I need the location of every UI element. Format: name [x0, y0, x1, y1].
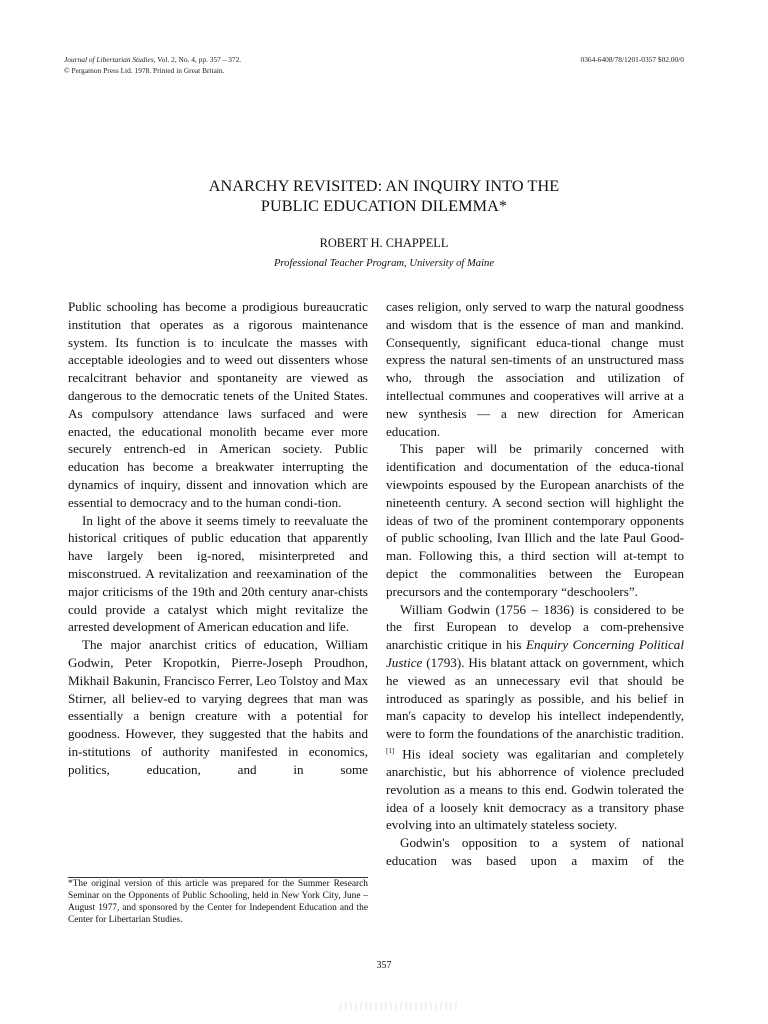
journal-name: Journal of Libertarian Studies, [64, 55, 156, 64]
article-title [0, 176, 768, 216]
paragraph: In light of the above it seems timely to reevaluate the historical critiques of public education that apparently have largely been ig-nored, misinterpreted and misconstrued. A revitalization and reexamination of the major criticisms of the 19th and 20th century anar-chists could provide a catalyst which might revitalize the arrested development of American education and life. [68, 512, 368, 635]
footnote: *The original version of this article was prepared for the Summer Research Seminar on the Opponents of Public Schooling, held in New York City, June – August 1977, and sponsored by the Center for Independent Education and the Center for Libertarian Studies. [68, 879, 368, 925]
left-column [68, 298, 368, 779]
right-column [386, 298, 684, 870]
paragraph-text: William Godwin (1756 – 1836) is considered to be the first European to develop a com-prehensive anarchistic critique in his [386, 601, 684, 653]
paragraph: cases religion, only served to warp the natural goodness and wisdom that is the essence of man and mankind. Consequently, significant educa-tional change must express the natural sen-timents of an unstructured mass who, through the association and utilization of intellectual communes and cooperatives will arrive at a new synthesis — a new direction for American education. [386, 299, 684, 439]
paragraph-text: His ideal society was egalitarian and completely anarchistic, but his abhorrence of violence precluded revolution as a means to this end. Godwin tolerated the idea of a loosely knit democracy as a transitory phase evolving into an ultimately stateless society. [386, 746, 684, 833]
paragraph-text: (1793). His blatant attack on government, which he viewed as an unnecessary evil that should be introduced as sparingly as possible, and his belief in man's capacity to develop his intellect independently, were to form the foundations of the anarchistic tradition. [386, 654, 684, 742]
copyright-line: © Pergamon Press Ltd. 1978. Printed in Great Britain. [64, 65, 225, 75]
page-number: 357 [376, 960, 392, 971]
journal-citation-line [64, 55, 241, 66]
scan-artifact [340, 1002, 460, 1010]
reference-marker: [1] [386, 746, 395, 755]
paragraph: Godwin's opposition to a system of national education was based upon a maxim of the [386, 835, 684, 869]
paragraph: Public schooling has become a prodigious bureaucratic institution that operates as a rigorous maintenance system. Its function is to inculcate the masses with acceptable ideologies and to weed out dissenters whose recalcitrant behavior and spontaneity are viewed as dangerous to the democratic tenets of the United States. As compulsory attendance laws surfaced and were enacted, the educational monolith became ever more securely entrench-ed in American society. Public education has become a breakwater interrupting the dynamics of inquiry, dissent and innovation which are essential to democracy and to the human condi-tion. [68, 299, 368, 510]
article-code: 0364-6408/78/1201-0357 $02.00/0 [580, 55, 684, 64]
journal-volume: Vol. 2, No. 4, pp. 357 – 372. [155, 55, 242, 64]
author-name: ROBERT H. CHAPPELL [319, 236, 449, 250]
paragraph: This paper will be primarily concerned with identification and documentation of the educa-tional viewpoints espoused by the European anarchists of the nineteenth century. A second section will highlight the ideas of two of the prominent contemporary opponents of public schooling, Ivan Illich and the late Paul Good-man. Following this, a third section will at-tempt to depict the commonalities between the European precursors and the contemporary “deschoolers”. [386, 441, 684, 599]
journal-citation [64, 55, 241, 76]
paragraph [386, 601, 684, 835]
title-line-2: PUBLIC EDUCATION DILEMMA* [260, 197, 508, 215]
title-line-1: ANARCHY REVISITED: AN INQUIRY INTO THE [208, 177, 560, 195]
author-affiliation: Professional Teacher Program, University of Maine [273, 258, 495, 269]
footnote-divider [68, 877, 368, 878]
paragraph: The major anarchist critics of education, William Godwin, Peter Kropotkin, Pierre-Joseph Proudhon, Mikhail Bakunin, Francisco Ferrer, Leo Tolstoy and Max Stirner, all believ-ed to varying degrees that man was essentially a benign creature with a potential for goodness. However, they suggested that the habits and in-stitutions of authority manifested in economics, politics, education, and in some [68, 637, 368, 777]
book-title: Enquiry Concerning Political Justice [386, 637, 684, 670]
